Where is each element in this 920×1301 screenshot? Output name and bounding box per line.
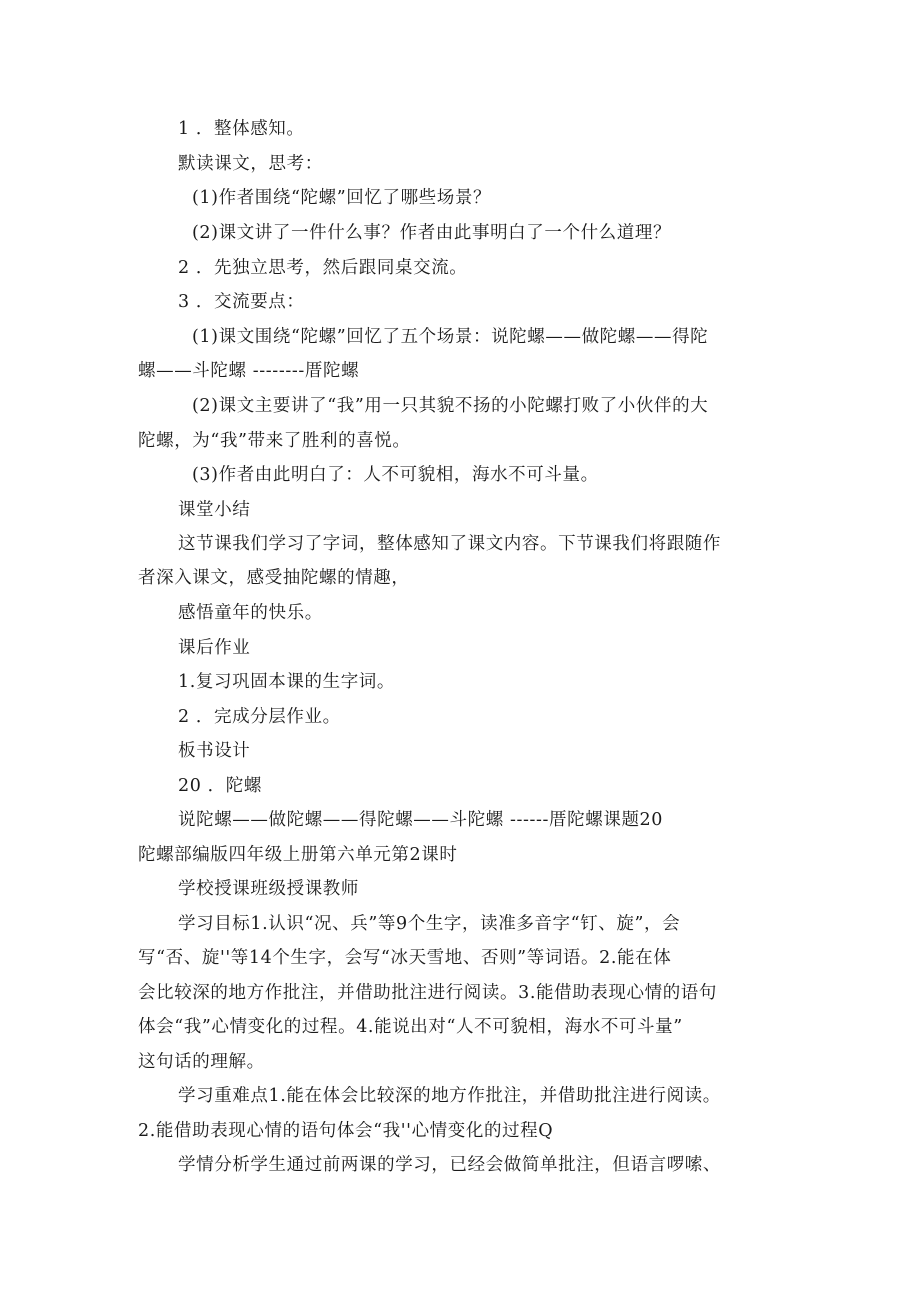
text-line: 写“否、旋''等14个生字，会写“冰天雪地、否则”等词语。2.能在体 (138, 948, 672, 968)
text-line: 默读课文，思考： (178, 154, 323, 174)
text-line: 2.能借助表现心情的语句体会“我''心情变化的过程Q (138, 1121, 554, 1141)
section-heading: 课堂小结 (178, 500, 251, 520)
text-line: 会比较深的地方作批注，并借助批注进行阅读。3.能借助表现心情的语句 (138, 983, 717, 1003)
text-line: 学习目标1.认识“况、兵”等9个生字，读准多音字“钉、旋”，会 (178, 914, 681, 934)
text-line: 学情分析学生通过前两课的学习，已经会做简单批注，但语言啰嗦、 (178, 1155, 721, 1175)
text-line: (1)课文围绕“陀螺”回忆了五个场景：说陀螺——做陀螺——得陀 (192, 327, 709, 347)
text-line: (2)课文讲了一件什么事？作者由此事明白了一个什么道理？ (192, 223, 672, 243)
text-line: 感悟童年的快乐。 (178, 603, 323, 623)
text-line: 3 ．交流要点： (178, 292, 305, 312)
text-line: 陀螺，为“我”带来了胜利的喜悦。 (138, 431, 411, 451)
text-line: (2)课文主要讲了“我”用一只其貌不扬的小陀螺打败了小伙伴的大 (192, 396, 709, 416)
text-line: 这句话的理解。 (138, 1052, 265, 1072)
text-line: 陀螺部编版四年级上册第六单元第2课时 (138, 845, 458, 865)
text-line: (1)作者围绕“陀螺”回忆了哪些场景？ (192, 188, 492, 208)
section-heading: 课后作业 (178, 638, 251, 658)
text-line: (3)作者由此明白了：人不可貌相，海水不可斗量。 (192, 465, 599, 485)
text-line: 说陀螺——做陀螺——得陀螺——斗陀螺 ------厝陀螺课题20 (178, 810, 664, 830)
text-line: 2 ．完成分层作业。 (178, 707, 341, 727)
text-line: 体会“我”心情变化的过程。4.能说出对“人不可貌相，海水不可斗量” (138, 1017, 683, 1037)
text-line: 1.复习巩固本课的生字词。 (178, 672, 395, 692)
text-line: 2 ．先独立思考，然后跟同桌交流。 (178, 258, 468, 278)
text-line: 这节课我们学习了字词，整体感知了课文内容。下节课我们将跟随作 (178, 534, 721, 554)
text-line: 学校授课班级授课教师 (178, 879, 359, 899)
section-heading: 板书设计 (178, 741, 251, 761)
text-line: 20 ．陀螺 (178, 776, 262, 796)
text-line: 者深入课文，感受抽陀螺的情趣， (138, 568, 410, 588)
text-line: 1 ．整体感知。 (178, 119, 305, 139)
text-line: 学习重难点1.能在体会比较深的地方作批注，并借助批注进行阅读。 (178, 1086, 721, 1106)
text-line: 螺——斗陀螺 --------厝陀螺 (138, 361, 360, 381)
